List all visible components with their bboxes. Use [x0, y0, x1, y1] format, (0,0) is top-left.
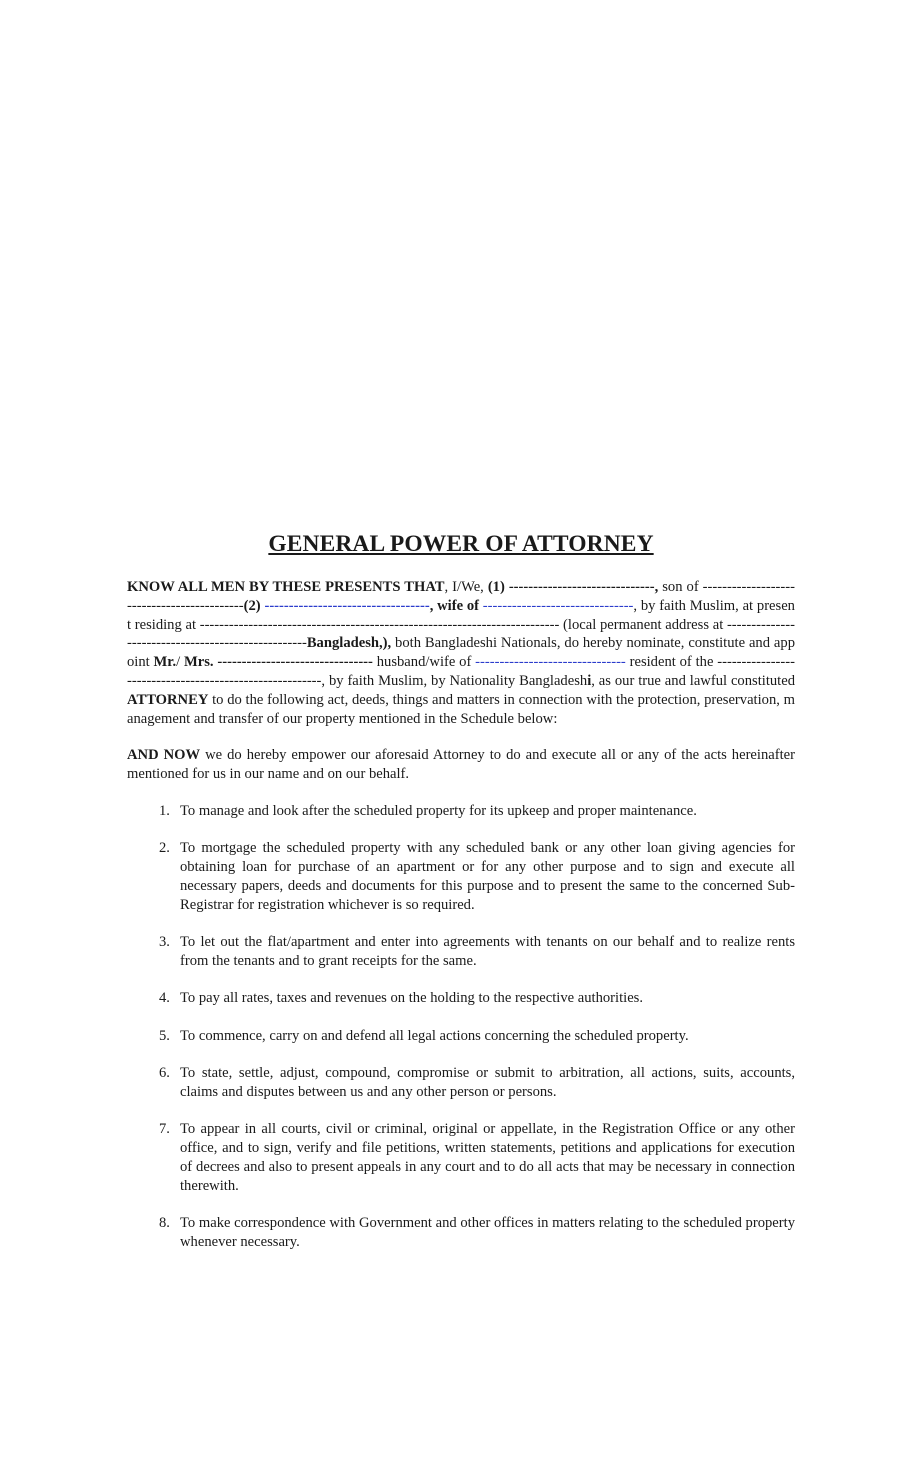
list-item — [127, 1064, 795, 1102]
empower-paragraph: AND NOW we do hereby empower our aforesaid Attorney to do and execute all or any of the acts hereinafter mentioned for us in our name and on our behalf. — [127, 747, 795, 783]
attorney-text: ATTORNEY — [127, 691, 209, 708]
item-text: To pay all rates, taxes and revenues on the holding to the respective authorities. — [180, 990, 643, 1007]
item-text: To make correspondence with Government and other offices in matters relating to the scheduled property whenever necessary. — [180, 1215, 795, 1250]
item-number: 8. — [159, 1215, 170, 1232]
item-number: 1. — [159, 802, 170, 819]
item-text: To appear in all courts, civil or criminal, original or appellate, in the Registration Office or any other office, and to sign, verify and file petitions, written statements, petitions and applications for execution of decrees and also to present appeals in any court and to do all acts that may be necessary in connection therewith. — [180, 1121, 795, 1194]
item-text: To manage and look after the scheduled property for its upkeep and proper maintenance. — [180, 802, 697, 819]
wife-of-blank: ------------------------------- — [482, 597, 634, 614]
empower-lead: AND NOW — [127, 747, 201, 764]
party-2-blank: ---------------------------------- — [264, 597, 430, 614]
item-number: 6. — [159, 1065, 170, 1082]
powers-list — [127, 802, 795, 1252]
item-number: 3. — [159, 934, 170, 951]
item-text: To let out the flat/apartment and enter into agreements with tenants on our behalf and to realize rents from the tenants and to grant receipts for the same. — [180, 934, 795, 969]
item-text: To state, settle, adjust, compound, compromise or submit to arbitration, all actions, suits, accounts, claims and disputes between us and any other person or persons. — [180, 1065, 795, 1100]
mrs-text: Mrs. — [183, 654, 214, 671]
list-item — [127, 1214, 795, 1252]
list-item — [127, 933, 795, 971]
list-item — [127, 1120, 795, 1195]
husband-wife-blank: ------------------------------- — [475, 654, 626, 671]
document-title: GENERAL POWER OF ATTORNEY — [268, 531, 654, 557]
list-item — [127, 839, 795, 914]
intro-paragraph: KNOW ALL MEN BY THESE PRESENTS THAT, I/We, (1) ------------------------------, son of -------------------------------------------(2) ----------------------------------, wife of -------------------------------, by faith Muslim, at present residing at -------------------------------------------------------------------------- (local permanent address at ---------------------------------------------------Bangladesh,), both Bangladeshi Nationals, do hereby nominate, constitute and appoint Mr./ Mrs. -------------------------------- husband/wife of ------------------------------- resident of the --------------------------------------------------------, by faith Muslim, by Nationality Bangladeshi, as our true and lawful constituted ATTORNEY to do the following act, deeds, things and matters in connection with the protection, preservation, management and transfer of our property mentioned in the Schedule below: — [127, 579, 796, 727]
mr-text: Mr. — [153, 654, 177, 671]
item-number: 5. — [159, 1027, 170, 1044]
party-2-label: (2) — [243, 597, 261, 614]
item-number: 2. — [159, 840, 170, 857]
party-1-blank: (1) ------------------------------, — [487, 579, 659, 595]
intro-lead: KNOW ALL MEN BY THESE PRESENTS THAT — [127, 579, 445, 595]
item-text: To mortgage the scheduled property with any scheduled bank or any other loan giving agencies for obtaining loan for purchase of an apartment or for any other purpose and to sign and execute all necessary papers, deeds and documents for this purpose and to present the same to the concerned Sub-Registrar for registration whichever is so required. — [180, 840, 795, 913]
item-number: 4. — [159, 990, 170, 1007]
list-item — [127, 1027, 795, 1046]
list-item — [127, 989, 795, 1008]
item-text: To commence, carry on and defend all legal actions concerning the scheduled property. — [180, 1027, 689, 1044]
country-text: Bangladesh,), — [306, 635, 392, 652]
item-number: 7. — [159, 1121, 170, 1138]
list-item — [127, 802, 795, 821]
document-page — [127, 531, 795, 1270]
